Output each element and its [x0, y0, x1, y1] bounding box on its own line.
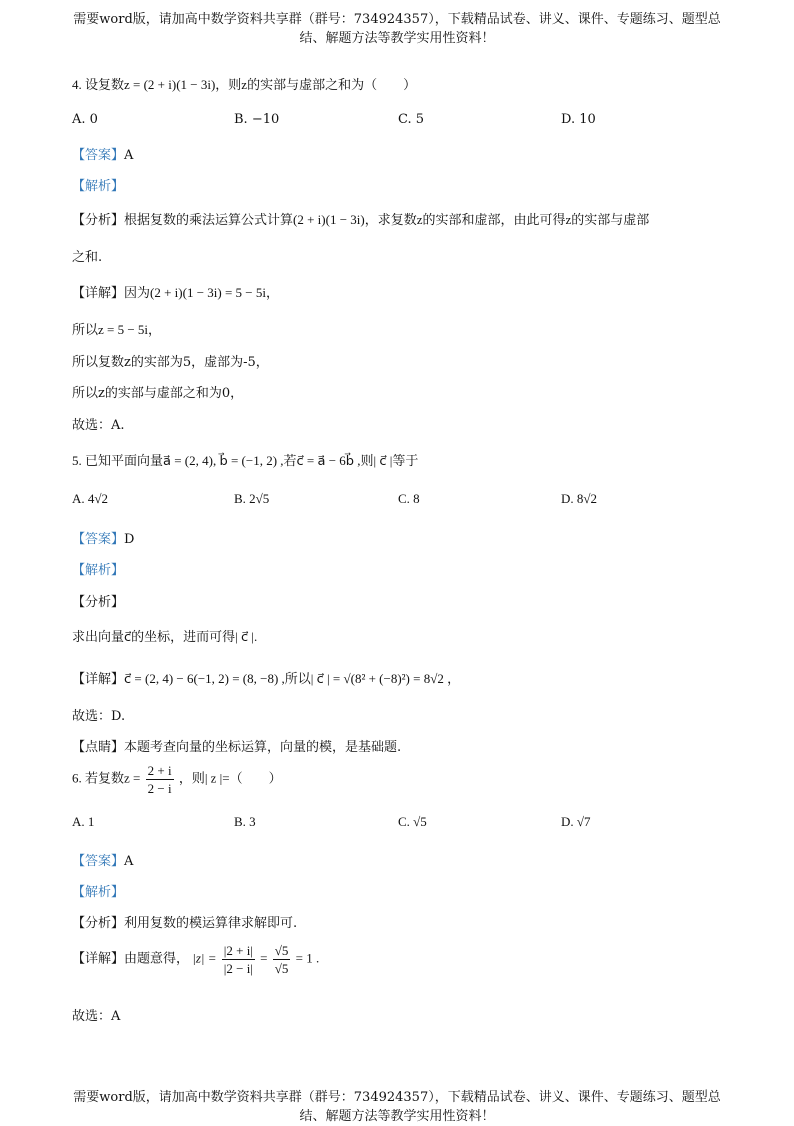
q4-option-a: A. 0	[72, 112, 98, 127]
q4-fenxi-line2: 之和.	[72, 250, 103, 265]
q4-answer-tag: 【答案】	[72, 148, 125, 163]
q6-detail-f1-denominator: |2 − i|	[223, 961, 253, 976]
q6-detail-prefix: 由题意得，	[124, 950, 190, 966]
q5-fenxi-line1: 求出向量c⃗的坐标，进而可得| c⃗ |.	[72, 629, 258, 644]
q4-stem-text: 设复数z = (2 + i)(1 − 3i)，则z的实部与虚部之和为（ ）	[85, 77, 417, 92]
q5-dianjing-tag: 【点睛】	[72, 740, 125, 755]
q5-detail-line1: c⃗ = (2, 4) − 6(−1, 2) = (8, −8) ,所以| c⃗ | = √(8² + (−8)²) = 8√2 ，	[124, 671, 461, 686]
q5-dianjing	[72, 736, 401, 755]
q6-detail-result: = 1 .	[295, 950, 320, 966]
q5-stem-text: 已知平面向量a⃗ = (2, 4), b⃗ = (−1, 2) ,若c⃗ = a⃗ − 6b⃗ ,则| c⃗ |等于	[85, 453, 419, 468]
q5-option-d: D. 8√2	[561, 491, 598, 506]
q6-stem-denominator: 2 − i	[147, 781, 172, 796]
q6-option-b: B. 3	[234, 814, 256, 829]
q6-detail-f2-numerator: √5	[274, 943, 289, 958]
q6-detail-lhs: |z| =	[192, 950, 217, 966]
q6-fenxi	[72, 912, 297, 931]
q4-detail	[72, 282, 279, 301]
q5-number: 5.	[72, 453, 82, 468]
q5-answer	[72, 528, 134, 547]
header-line-2: 结、解题方法等教学实用性资料！	[299, 31, 495, 46]
q6-number: 6.	[72, 770, 82, 786]
q6-option-d: D. √7	[561, 814, 591, 829]
q6-detail-fraction-2	[273, 942, 291, 977]
q4-fenxi-line1: 根据复数的乘法运算公式计算(2 + i)(1 − 3i)，求复数z的实部和虚部，由此可得z的实部与虚部	[124, 212, 650, 227]
q6-detail-fraction-1	[222, 942, 255, 977]
q4-answer-value: A	[124, 148, 134, 163]
q4-stem	[72, 74, 416, 93]
q6-detail-tag: 【详解】	[72, 950, 125, 966]
q4-detail-line1: 因为(2 + i)(1 − 3i) = 5 − 5i，	[124, 285, 279, 300]
q4-conclusion: 故选：A.	[72, 418, 125, 433]
q6-analysis-tag: 【解析】	[72, 885, 125, 900]
q5-dianjing-text: 本题考查向量的坐标运算，向量的模，是基础题.	[124, 740, 402, 755]
q4-detail-line3: 所以复数z的实部为5，虚部为-5，	[72, 355, 269, 370]
footer-line-2: 结、解题方法等教学实用性资料！	[299, 1109, 495, 1124]
q5-detail-tag: 【详解】	[72, 671, 125, 686]
q6-detail-f1-numerator: |2 + i|	[223, 943, 253, 958]
q5-detail	[72, 668, 460, 687]
q5-answer-value: D	[124, 532, 135, 547]
q4-answer	[72, 144, 133, 163]
q4-option-d: D. 10	[561, 112, 596, 127]
q4-fenxi-tag: 【分析】	[72, 212, 125, 227]
q6-detail-eq: =	[260, 950, 268, 966]
q6-stem-suffix: ，则| z |=（ ）	[178, 770, 282, 786]
q5-answer-tag: 【答案】	[72, 532, 125, 547]
page-header	[60, 10, 734, 48]
q4-detail-line4: 所以z的实部与虚部之和为0，	[72, 386, 244, 401]
q6-fenxi-tag: 【分析】	[72, 916, 125, 931]
q4-detail-line2: 所以z = 5 − 5i，	[72, 322, 162, 337]
q6-fenxi-line1: 利用复数的模运算律求解即可.	[124, 916, 298, 931]
q6-answer-tag: 【答案】	[72, 854, 125, 869]
q5-fenxi-tag: 【分析】	[72, 595, 125, 610]
q6-option-a: A. 1	[72, 814, 95, 829]
q4-fenxi	[72, 209, 649, 228]
q6-conclusion: 故选：A	[72, 1009, 121, 1024]
q5-conclusion: 故选：D.	[72, 709, 126, 724]
q6-detail-f2-denominator: √5	[274, 961, 289, 976]
q6-answer	[72, 850, 133, 869]
q5-option-c: C. 8	[398, 491, 420, 506]
q6-option-c: C. √5	[398, 814, 427, 829]
q6-answer-value: A	[124, 854, 134, 869]
q5-analysis-tag: 【解析】	[72, 563, 125, 578]
footer-line-1: 需要word版，请加高中数学资料共享群（群号：734924357），下载精品试卷、讲义、课件、专题练习、题型总	[73, 1090, 721, 1105]
page-footer	[60, 1088, 734, 1126]
q5-stem	[72, 450, 418, 469]
header-line-1: 需要word版，请加高中数学资料共享群（群号：734924357），下载精品试卷、讲义、课件、专题练习、题型总	[73, 12, 721, 27]
q6-stem-numerator: 2 + i	[147, 763, 172, 778]
q4-option-b: B. −10	[234, 112, 280, 127]
q6-stem-fraction	[146, 762, 174, 797]
q4-number: 4.	[72, 77, 82, 92]
q6-stem	[72, 762, 282, 797]
q4-analysis-tag: 【解析】	[72, 179, 125, 194]
q5-option-b: B. 2√5	[234, 491, 270, 506]
q5-option-a: A. 4√2	[72, 491, 109, 506]
q6-stem-prefix: 若复数z =	[85, 770, 141, 786]
q6-detail	[72, 942, 319, 977]
q4-option-c: C. 5	[398, 112, 425, 127]
q4-detail-tag: 【详解】	[72, 285, 125, 300]
